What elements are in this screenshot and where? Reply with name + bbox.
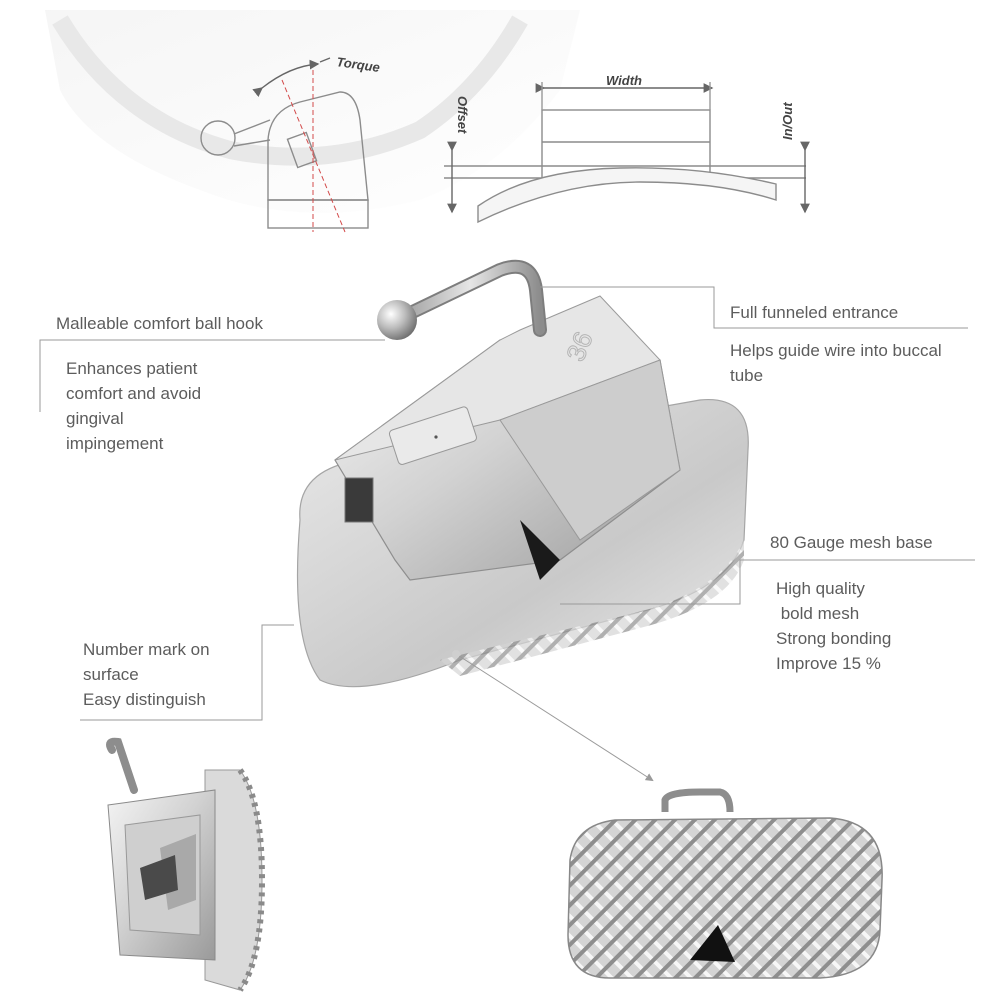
mesh-title: 80 Gauge mesh base (770, 533, 933, 552)
number-mark-line-1: Number mark on (83, 640, 210, 659)
mesh-detail-hook (665, 792, 730, 812)
ball-hook-line-1: Enhances patient (66, 359, 198, 378)
mesh-detail-render (568, 792, 882, 978)
in-out-label: In/Out (780, 102, 795, 140)
ball-hook-title: Malleable comfort ball hook (56, 314, 263, 333)
mesh-line-1: High quality (776, 579, 865, 598)
mesh-line-4: Improve 15 % (776, 654, 881, 673)
leader-arrow-to-mesh-detail (456, 654, 652, 780)
funneled-line-1: Helps guide wire into buccal (730, 341, 942, 360)
leader-dot (452, 650, 460, 658)
number-mark-line-3: Easy distinguish (83, 690, 206, 709)
ball-hook-line-2: comfort and avoid (66, 384, 202, 403)
width-label: Width (606, 73, 642, 88)
hook-wire-shadow (400, 267, 540, 330)
funneled-line-2: tube (730, 366, 764, 385)
tube-slot (345, 478, 373, 522)
mesh-line-3: Strong bonding (776, 629, 892, 648)
number-mark-line-2: surface (83, 665, 139, 684)
mesh-line-2: bold mesh (776, 604, 860, 623)
ball-hook (377, 300, 417, 340)
ball-hook-line-3: gingival (66, 409, 124, 428)
side-hook (110, 742, 134, 790)
funneled-title: Full funneled entrance (730, 303, 899, 322)
engraved-number: 36 (560, 327, 599, 366)
torque-label: Torque (335, 54, 381, 76)
buccal-tube-main (298, 267, 749, 687)
hook-wire (400, 267, 540, 330)
offset-label: Offset (455, 96, 470, 134)
plate-dot (434, 435, 437, 438)
ball-hook-line-4: impingement (66, 434, 164, 453)
side-view-render (108, 742, 262, 990)
